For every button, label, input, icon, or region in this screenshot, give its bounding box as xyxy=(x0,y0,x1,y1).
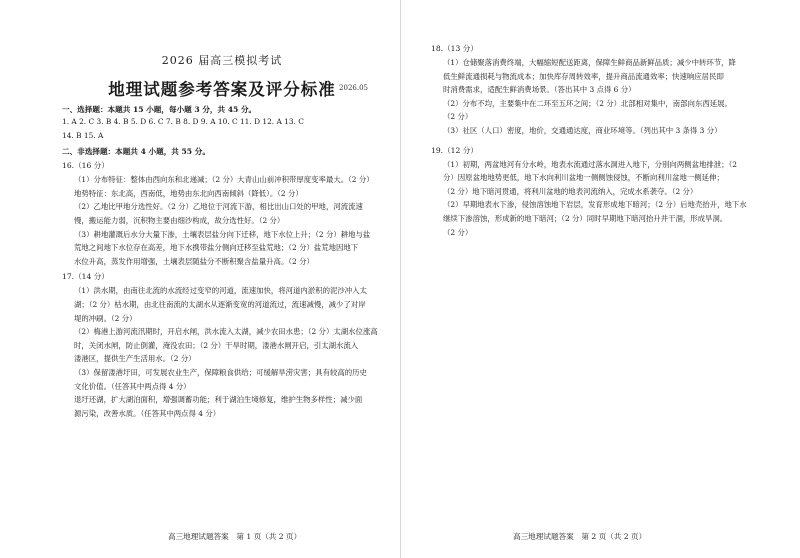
q18-line: （1）仓储聚落消费终端，大幅缩短配送距离，保障生鲜商品新鲜品质；减少中转环节，降 xyxy=(443,58,736,67)
q18-line: （2 分） xyxy=(443,112,473,122)
q17-answer xyxy=(62,284,382,420)
part1-answers-row-2: 14. B 15. A xyxy=(62,130,104,140)
q17-heading: 17.（14 分） xyxy=(62,272,109,282)
exam-title: 2026 届高三模拟考试 xyxy=(161,54,283,67)
doc-title-row xyxy=(62,76,382,98)
q16-line: （2）乙地比甲地分选性好。（2 分）乙地位于河流下游，相比出山口处的甲地，河流流速 xyxy=(74,202,363,212)
q19-heading: 19.（12 分） xyxy=(431,145,478,155)
q16-line: 水位升高，蒸发作用增强，土壤表层随盐分不断积聚含盐量升高。（2 分） xyxy=(74,256,314,266)
part1-heading: 一、选择题：本题共 15 小题，每小题 3 分，共 45 分。 xyxy=(62,105,257,114)
q19-line: （1）初期，两盆地河有分水岭，地表水流通过落水洞进入地下，分别向两侧盆地排泄；（2 xyxy=(443,159,737,169)
q17-line: （1）洪水期，由南往北流的水流经过变窄的河道，流速加快，将河道内淤积的泥沙冲入太 xyxy=(74,286,367,296)
q16-line: 慢，搬运能力弱，沉积物主要由细沙构成，故分选性好。（2 分） xyxy=(74,215,285,225)
top-spacer xyxy=(431,0,786,40)
q19-line: （2 分）地下暗河贯通，将利川盆地的地表河流纳入，完成水系袭夺。（2 分） xyxy=(443,186,698,196)
q16-line: 荒地之间地下水位存在高差，地下水携带盐分侧向迁移至盐荒地；（2 分）盐荒地因地下 xyxy=(74,243,359,253)
q18-line: 低生鲜流通损耗与物流成本；加快库存周转效率，提升商品流通效率；快速响应居民即 xyxy=(443,71,724,81)
part2-heading: 二、非选择题：本题共 4 小题，共 55 分。 xyxy=(62,147,210,157)
q18-heading: 18.（13 分） xyxy=(431,44,478,53)
q17-line: 退圩还湖，扩大湖泊面积，增强调蓄功能；利于湖泊生境修复，维护生物多样性；减少面 xyxy=(74,395,363,405)
q17-line: 源污染，改善水质。（任答其中两点得 4 分） xyxy=(74,408,221,418)
q19-line: 继续下渗溶蚀，形成新的地下暗河；（2 分）同时早期地下暗河抬升并干涸，形成旱洞。 xyxy=(443,213,728,223)
q18-line: （2）分布不均，主要集中在二环至五环之间；（2 分）北部相对集中，南部向东西延展。 xyxy=(443,98,732,108)
q18-line: 时消费需求，适配生鲜消费场景。（答出其中 3 点得 6 分） xyxy=(443,85,636,95)
answer-page-2 xyxy=(400,0,800,558)
part1-answers-row-1: 1. A 2. C 3. B 4. B 5. D 6. C 7. B 8. D 9. A 10. C 11. D 12. A 13. C xyxy=(62,117,304,126)
q18-line: （3）社区（人口）密度，地价，交通通达度，商业环境等。（列出其中 3 条得 3 分） xyxy=(443,125,722,135)
q17-line: （3）保留溇港圩田，可发展农业生产，保障粮食供给；可缓解旱涝灾害；具有较高的历史 xyxy=(74,367,367,377)
q18-answer xyxy=(431,56,786,138)
q19-line: 分）因原盆地地势更低，地下水向利川盆地一侧侧蚀侵蚀，不断向利川盆地一侧延伸； xyxy=(443,173,724,183)
doc-title: 地理试题参考答案及评分标准 xyxy=(108,80,336,99)
q17-line: 时，关闭水闸，防止倒灌，淹没农田；（2 分）干旱时期，溇港水闸开启，引太湖水流入 xyxy=(74,340,359,350)
page-footer-1: 高三地理试题答案 第 1 页（共 2 页） xyxy=(168,532,302,541)
q16-heading: 16.（16 分） xyxy=(62,161,109,171)
q17-line: 堤的冲刷。（2 分） xyxy=(74,313,137,323)
q17-line: 溇港区，提供生产生活用水。（2 分） xyxy=(74,354,196,364)
q16-line: 地势特征：东北高，西南低，地势由东北向西南倾斜（降低）。（2 分） xyxy=(74,188,303,198)
q16-line: （1）分布特征：整体由西向东和北递减；（2 分）大青山山前冲积带厚度变率最大。（2 分） xyxy=(74,175,374,185)
page-footer-2: 高三地理试题答案 第 2 页（共 2 页） xyxy=(513,532,647,541)
doc-date: 2026.05 xyxy=(339,84,368,92)
q16-answer xyxy=(62,173,382,268)
q16-line: （3）耕地灌溉后水分大量下渗，土壤表层盐分向下迁移，地下水位上升；（2 分）耕地与盐 xyxy=(74,229,371,239)
q17-line: （2）梅港上游河流汛期时，开启水闸，洪水流入太湖，减少农田水患；（2 分）太湖水位涨高 xyxy=(74,327,378,337)
q19-line: （2 分） xyxy=(443,227,473,237)
q19-answer xyxy=(431,158,786,240)
q17-line: 湖；（2 分）枯水期，由北往南流的太湖水从逐渐变宽的河道流过，流速减慢，减少了对岸 xyxy=(74,299,366,309)
q19-line: （2）早期地表水下渗，侵蚀溶蚀地下岩层，发育形成地下暗河；（2 分）后地壳抬升，地下水 xyxy=(443,200,747,210)
q17-line: 文化价值。（任答其中两点得 4 分） xyxy=(74,381,191,391)
